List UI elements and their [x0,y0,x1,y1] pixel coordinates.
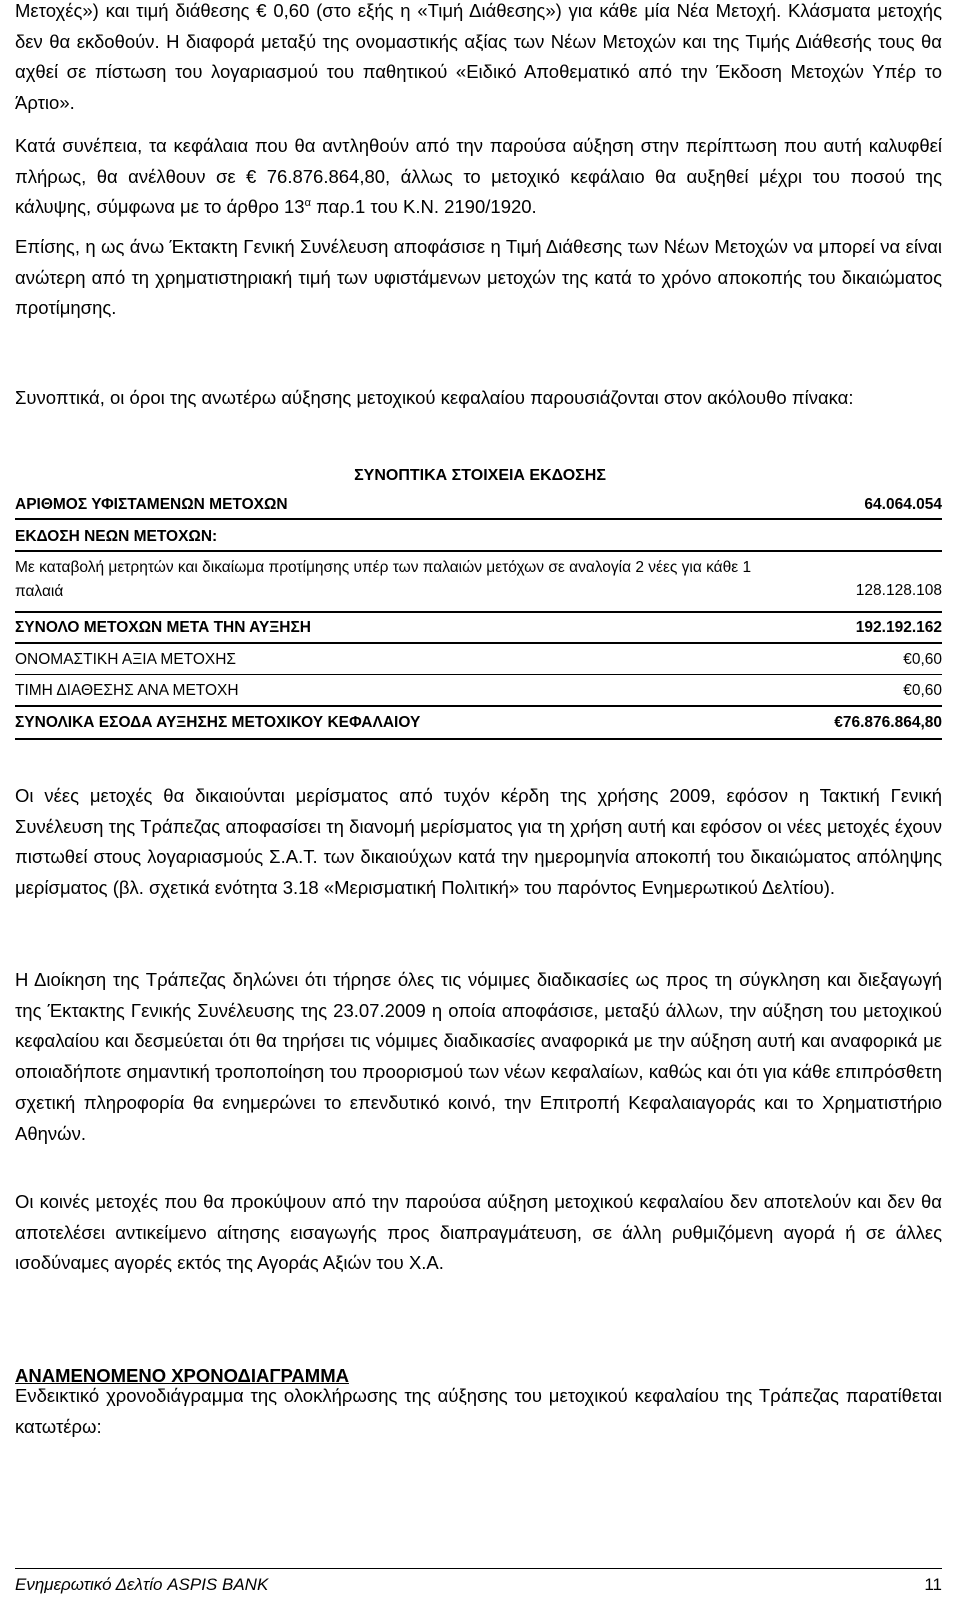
footer-divider [15,1568,942,1569]
table-title: ΣΥΝΟΠΤΙΚΑ ΣΤΟΙΧΕΙΑ ΕΚΔΟΣΗΣ [354,467,606,484]
table-row [15,556,942,606]
table-row [15,494,942,516]
paragraph-offer-price-above-market: Επίσης, η ως άνω Έκτακτη Γενική Συνέλευση αποφάσισε η Τιμή Διάθεσης των Νέων Μετοχών να μπορεί να είναι ανώτερη από τη χρηματιστηριακή τιμή των υφιστάμενων μετοχών της κατά το χρόνο αποκοπής του δικαιώματος προτίμησης. [15,236,942,319]
table-row [15,526,942,548]
page-number: 11 [924,1575,942,1594]
paragraph-dividend-rights: Οι νέες μετοχές θα δικαιούνται μερίσματος από τυχόν κέρδη της χρήσης 2009, εφόσον η Τακτική Γενική Συνέλευση της Τράπεζας αποφασίσει τη διανομή μερίσματος για τη χρήση αυτή και εφόσον οι νέες μετοχές έχουν πιστωθεί στους λογαριασμούς Σ.Α.Τ. των δικαιούχων κατά την ημερομηνία αποκοπή του δικαιώματος απόληψης μερίσματος (βλ. σχετικά ενότητα 3.18 «Μερισματική Πολιτική» του παρόντος Ενημερωτικού Δελτίου). [15,785,942,899]
table-divider [15,611,942,613]
table-row-label: ΤΙΜΗ ΔΙΑΘΕΣΗΣ ΑΝΑ ΜΕΤΟΧΗ [15,682,239,699]
section-heading: ΑΝΑΜΕΝΟΜΕΝΟ ΧΡΟΝΟΔΙΑΓΡΑΜΜΑ [15,1365,349,1386]
table-row [15,649,942,671]
table-row-value: €76.876.864,80 [834,714,942,731]
table-divider [15,518,942,520]
table-row-value: 192.192.162 [855,619,942,636]
table-row-label: ΣΥΝΟΛΟ ΜΕΤΟΧΩΝ ΜΕΤΑ ΤΗΝ ΑΥΞΗΣΗ [15,619,311,636]
table-divider [15,642,942,644]
table-row-label: ΟΝΟΜΑΣΤΙΚΗ ΑΞΙΑ ΜΕΤΟΧΗΣ [15,651,237,668]
paragraph-summary-intro: Συνοπτικά, οι όροι της ανωτέρω αύξησης μετοχικού κεφαλαίου παρουσιάζονται στον ακόλουθο πίνακα: [15,387,854,408]
table-row [15,680,942,702]
table-row-label: ΣΥΝΟΛΙΚΑ ΕΣΟΔΑ ΑΥΞΗΣΗΣ ΜΕΤΟΧΙΚΟΥ ΚΕΦΑΛΑΙΟΥ [15,714,421,731]
paragraph-capital-raised-tail: παρ.1 του Κ.Ν. 2190/1920. [310,196,537,218]
table-row [15,712,942,734]
table-divider [15,550,942,552]
table-row-label: ΕΚΔΟΣΗ ΝΕΩΝ ΜΕΤΟΧΩΝ: [15,528,218,545]
paragraph-capital-raised-text: Κατά συνέπεια, τα κεφάλαια που θα αντληθούν από την παρούσα αύξηση στην περίπτωση που αυτή καλυφθεί πλήρως, θα ανέλθουν σε € 76.876.864,80, άλλως το μετοχικό κεφάλαιο θα αυξηθεί μέχρι του ποσού της κάλυψης, σύμφωνα με το άρθρο 13 [15,135,942,218]
table-row-value: €0,60 [903,651,942,668]
table-divider [15,705,942,707]
paragraph-timeline-intro: Ενδεικτικό χρονοδιάγραμμα της ολοκλήρωσης της αύξησης του μετοχικού κεφαλαίου της Τράπεζας παρατίθεται κατωτέρω: [15,1385,942,1437]
table-row-label: Με καταβολή μετρητών και δικαίωμα προτίμησης υπέρ των παλαιών μετόχων σε αναλογία 2 νέες για κάθε 1 παλαιά [15,559,752,600]
paragraph-capital-raised [15,131,942,223]
table-row-value: 128.128.108 [855,582,942,599]
table-row-value: €0,60 [903,682,942,699]
table-divider [15,738,942,740]
paragraph-listing-statement: Οι κοινές μετοχές που θα προκύψουν από την παρούσα αύξηση μετοχικού κεφαλαίου δεν αποτελούν και δεν θα αποτελέσει αντικείμενο αίτησης εισαγωγής προς διαπραγμάτευση, σε άλλη ρυθμιζόμενη αγορά ή σε άλλες ισοδύναμες αγορές εκτός της Αγοράς Αξιών του Χ.Α. [15,1191,942,1274]
paragraph-management-statement: Η Διοίκηση της Τράπεζας δηλώνει ότι τήρησε όλες τις νόμιμες διαδικασίες ως προς τη σύγκληση και διεξαγωγή της Έκτακτης Γενικής Συνέλευσης της 23.07.2009 η οποία αποφάσισε, μεταξύ άλλων, την αύξηση του μετοχικού κεφαλαίου και δεσμεύεται ότι θα τηρήσει τις νόμιμες διαδικασίες αναφορικά με την αύξηση αυτή και αναφορικά με οποιαδήποτε σημαντική τροποποίηση του προορισμού των νέων κεφαλαίων, καθώς και ότι για κάθε επιπρόσθετη σχετική πληροφορία θα ενημερώνει το επενδυτικό κοινό, την Επιτροπή Κεφαλαιαγοράς και το Χρηματιστήριο Αθηνών. [15,969,942,1144]
paragraph-offer-price: Μετοχές») και τιμή διάθεσης € 0,60 (στο εξής η «Τιμή Διάθεσης») για κάθε μία Νέα Μετοχή. Κλάσματα μετοχής δεν θα εκδοθούν. Η διαφορά μεταξύ της ονομαστικής αξίας των Νέων Μετοχών και της Τιμής Διάθεσής τους θα αχθεί σε πίστωση του λογαριασμού του παθητικού «Ειδικό Αποθεματικό από την Έκδοση Μετοχών Υπέρ το Άρτιο». [15,0,942,114]
table-row-label: ΑΡΙΘΜΟΣ ΥΦΙΣΤΑΜΕΝΩΝ ΜΕΤΟΧΩΝ [15,496,288,513]
article-superscript: α [304,197,311,210]
footer-document-title: Ενημερωτικό Δελτίο ASPIS BANK [15,1575,269,1594]
table-row-value: 64.064.054 [864,496,942,513]
table-divider [15,674,942,675]
table-row [15,617,942,639]
